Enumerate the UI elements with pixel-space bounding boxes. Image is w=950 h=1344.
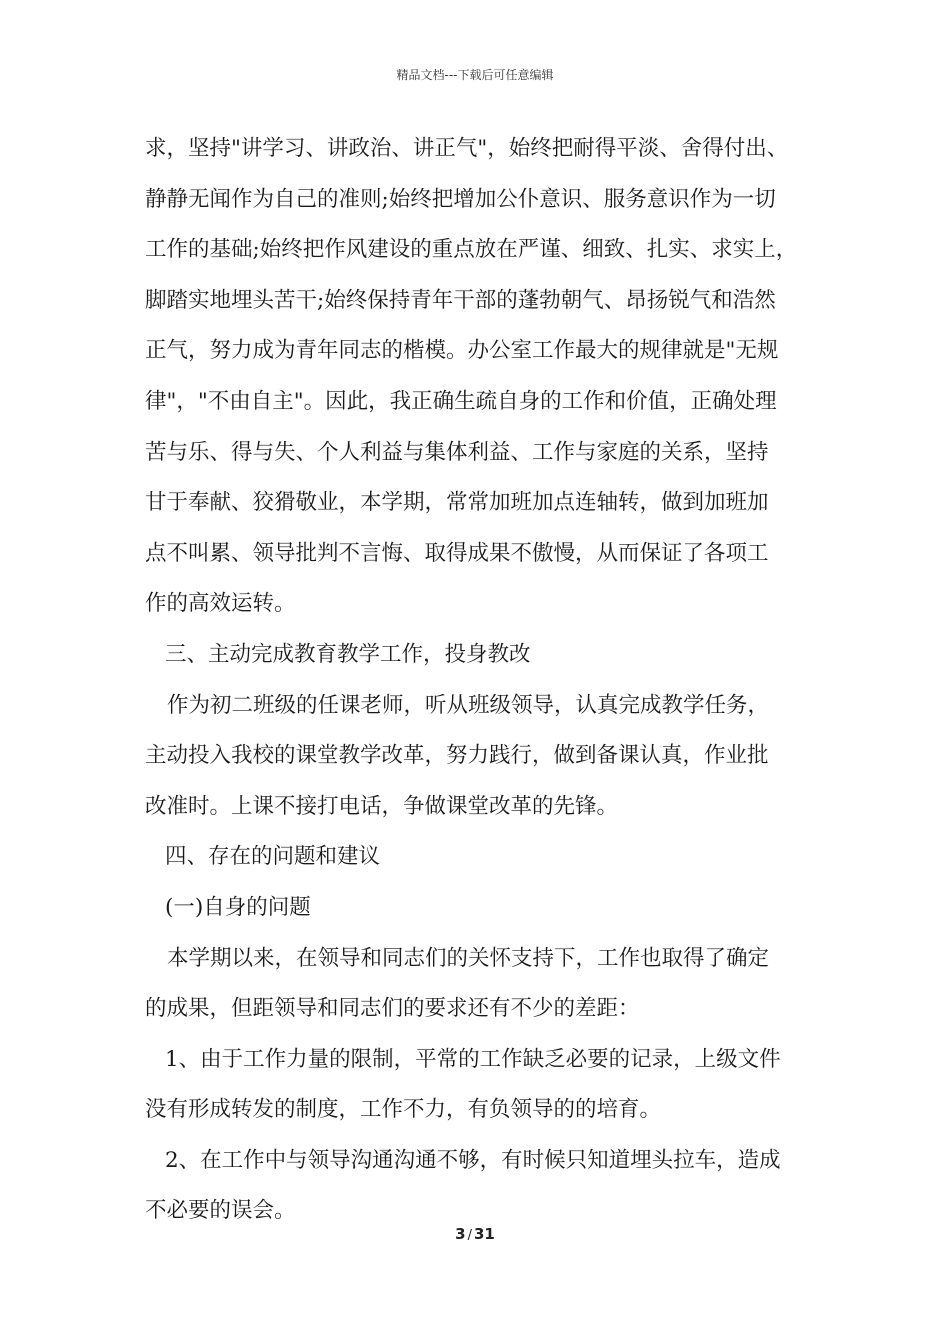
paragraph-line: 律"，"不由自主"。因此，我正确生疏自身的工作和价值，正确处理: [145, 388, 777, 414]
paragraph-line: 正气，努力成为青年同志的楷模。办公室工作最大的规律就是"无规: [145, 338, 779, 364]
section-heading-3: 三、主动完成教育教学工作，投身教改: [165, 641, 531, 667]
document-body: [145, 124, 825, 1237]
current-page: 3: [455, 1225, 466, 1243]
paragraph-line: 不必要的误会。: [145, 1198, 296, 1224]
paragraph-line: 改准时。上课不接打电话，争做课堂改革的先锋。: [145, 793, 619, 819]
paragraph-line: 甘于奉献、狡猾敬业，本学期，常常加班加点连轴转，做到加班加: [145, 490, 769, 516]
paragraph-line: 脚踏实地埋头苦干;始终保持青年干部的蓬勃朝气、昂扬锐气和浩然: [145, 287, 776, 313]
paragraph-line: 作为初二班级的任课老师，听从班级领导，认真完成教学任务，: [167, 692, 770, 718]
section-heading-4: 四、存在的问题和建议: [165, 844, 381, 870]
list-item-2: 2、在工作中与领导沟通沟通不够，有时候只知道埋头拉车，造成: [165, 1147, 781, 1173]
total-pages: 31: [473, 1225, 495, 1243]
paragraph-line: 本学期以来，在领导和同志们的关怀支持下，工作也取得了确定: [167, 945, 770, 971]
paragraph-line: 主动投入我校的课堂教学改革，努力践行，做到备课认真，作业批: [145, 743, 769, 769]
paragraph-line: 没有形成转发的制度，工作不力，有负领导的的培育。: [145, 1097, 662, 1123]
page-separator: /: [467, 1228, 472, 1243]
paragraph-line: 点不叫累、领导批判不言悔、取得成果不傲慢，从而保证了各项工: [145, 540, 769, 566]
paragraph-line: 作的高效运转。: [145, 591, 296, 617]
paragraph-line: 求，坚持"讲学习、讲政治、讲正气"，始终把耐得平淡、舍得付出、: [145, 136, 789, 161]
paragraph-line: 工作的基础;始终把作风建设的重点放在严谨、细致、扎实、求实上，: [145, 237, 798, 263]
paragraph-line: 静静无闻作为自己的准则;始终把增加公仆意识、服务意识作为一切: [145, 186, 776, 212]
page-number: [0, 1225, 950, 1243]
list-item-1: 1、由于工作力量的限制，平常的工作缺乏必要的记录，上级文件: [165, 1046, 781, 1072]
subsection-heading: (一)自身的问题: [165, 894, 311, 920]
paragraph-line: 苦与乐、得与失、个人利益与集体利益、工作与家庭的关系，坚持: [145, 439, 769, 465]
page-header: 精品文档---下载后可任意编辑: [396, 68, 554, 82]
paragraph-line: 的成果，但距领导和同志们的要求还有不少的差距：: [145, 996, 640, 1022]
